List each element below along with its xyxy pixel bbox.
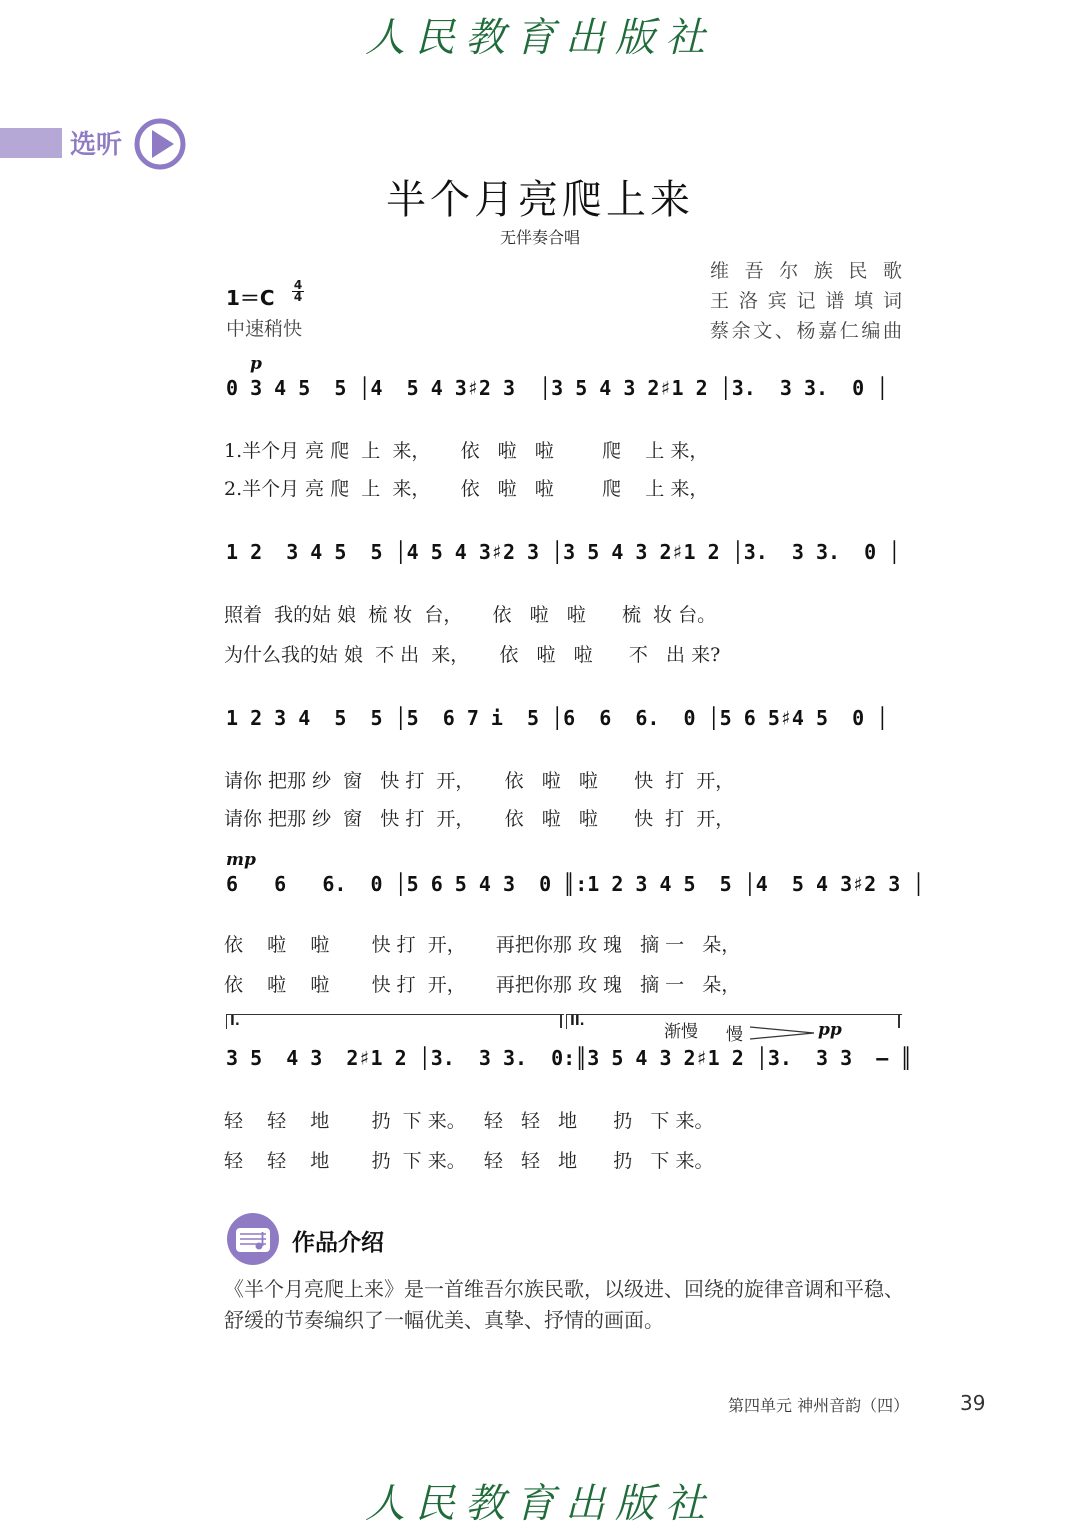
key-signature: 1＝C [226, 286, 275, 310]
volta-bracket-2: II. [566, 1014, 902, 1029]
publisher-logo-bottom: 人民教育出版社 [365, 1481, 715, 1527]
unit-label: 第四单元 神州音韵（四） [728, 1396, 910, 1415]
play-icon[interactable] [134, 118, 186, 170]
notation-line-4: 6 6 6. 0 │5 6 5 4 3 0 ║:1 2 3 4 5 5 │4 5 4 3♯2 3 │ [226, 872, 925, 896]
listen-tab-bar [0, 128, 62, 158]
lyrics-line-5b: 轻 轻 地 扔 下 来。 轻 轻 地 扔 下 来。 [224, 1150, 714, 1172]
page-number: 39 [960, 1391, 986, 1415]
volta-1-end [560, 1014, 562, 1028]
intro-heading: 作品介绍 [292, 1230, 384, 1256]
time-signature: $\frac{4}{4}$ [293, 278, 303, 304]
lyrics-line-1a: 1.半个月 亮 爬 上 来， 依 啦 啦 爬 上 来， [224, 440, 709, 462]
listen-label[interactable]: 选听 [70, 130, 123, 160]
credit-lyricist: 王洛宾记谱填词 [710, 290, 902, 312]
lyrics-line-3b: 请你 把那 纱 窗 快 打 开， 依 啦 啦 快 打 开， [224, 808, 735, 830]
notation-line-1: 0 3 4 5 5 │4 5 4 3♯2 3 │3 5 4 3 2♯1 2 │3. 3 3. 0 │ [226, 376, 889, 400]
lyrics-line-5a: 轻 轻 地 扔 下 来。 轻 轻 地 扔 下 来。 [224, 1110, 714, 1132]
lyrics-line-2b: 为什么我的姑 娘 不 出 来， 依 啦 啦 不 出 来? [224, 644, 721, 666]
diminuendo-hairpin-icon [750, 1024, 816, 1042]
song-subtitle: 无伴奏合唱 [499, 228, 580, 247]
dynamic-mark-mp: mp [226, 850, 256, 870]
credit-arranger: 蔡余文、杨嘉仁编曲 [710, 320, 902, 342]
tempo-marking: 中速稍快 [226, 318, 303, 340]
credit-origin: 维吾尔族民歌 [710, 260, 902, 282]
dynamic-mark-pp: pp [818, 1020, 842, 1040]
intro-text: 《半个月亮爬上来》是一首维吾尔族民歌，以级进、回绕的旋律音调和平稳、舒缓的节奏编织了一幅优美、真挚、抒情的画面。 [224, 1277, 904, 1332]
lyrics-line-2a: 照着 我的姑 娘 梳 妆 台， 依 啦 啦 梳 妆 台。 [224, 604, 717, 626]
volta-bracket-1: I. [226, 1014, 564, 1029]
volta-2-end [898, 1014, 900, 1028]
lyrics-line-4b: 依 啦 啦 快 打 开， 再把你那 玫 瑰 摘 一 朵， [224, 974, 741, 996]
publisher-logo-top: 人民教育出版社 [365, 15, 715, 61]
dynamic-mark: p [250, 354, 262, 374]
notation-line-2: 1 2 3 4 5 5 │4 5 4 3♯2 3 │3 5 4 3 2♯1 2 │3. 3 3. 0 │ [226, 540, 901, 564]
tempo-slow-mark: 慢 [726, 1025, 743, 1045]
tempo-rit-mark: 渐慢 [664, 1022, 698, 1042]
lyrics-line-1b: 2.半个月 亮 爬 上 来， 依 啦 啦 爬 上 来， [224, 478, 709, 500]
notation-line-3: 1 2 3 4 5 5 │5 6 7 i 5 │6 6 6. 0 │5 6 5♯4 5 0 │ [226, 706, 889, 730]
notation-line-5: 3 5 4 3 2♯1 2 │3. 3 3. 0:║3 5 4 3 2♯1 2 │3. 3 3 – ║ [226, 1046, 913, 1070]
music-scroll-icon [226, 1212, 280, 1266]
lyrics-line-3a: 请你 把那 纱 窗 快 打 开， 依 啦 啦 快 打 开， [224, 770, 735, 792]
song-title: 半个月亮爬上来 [386, 177, 694, 223]
lyrics-line-4a: 依 啦 啦 快 打 开， 再把你那 玫 瑰 摘 一 朵， [224, 934, 741, 956]
